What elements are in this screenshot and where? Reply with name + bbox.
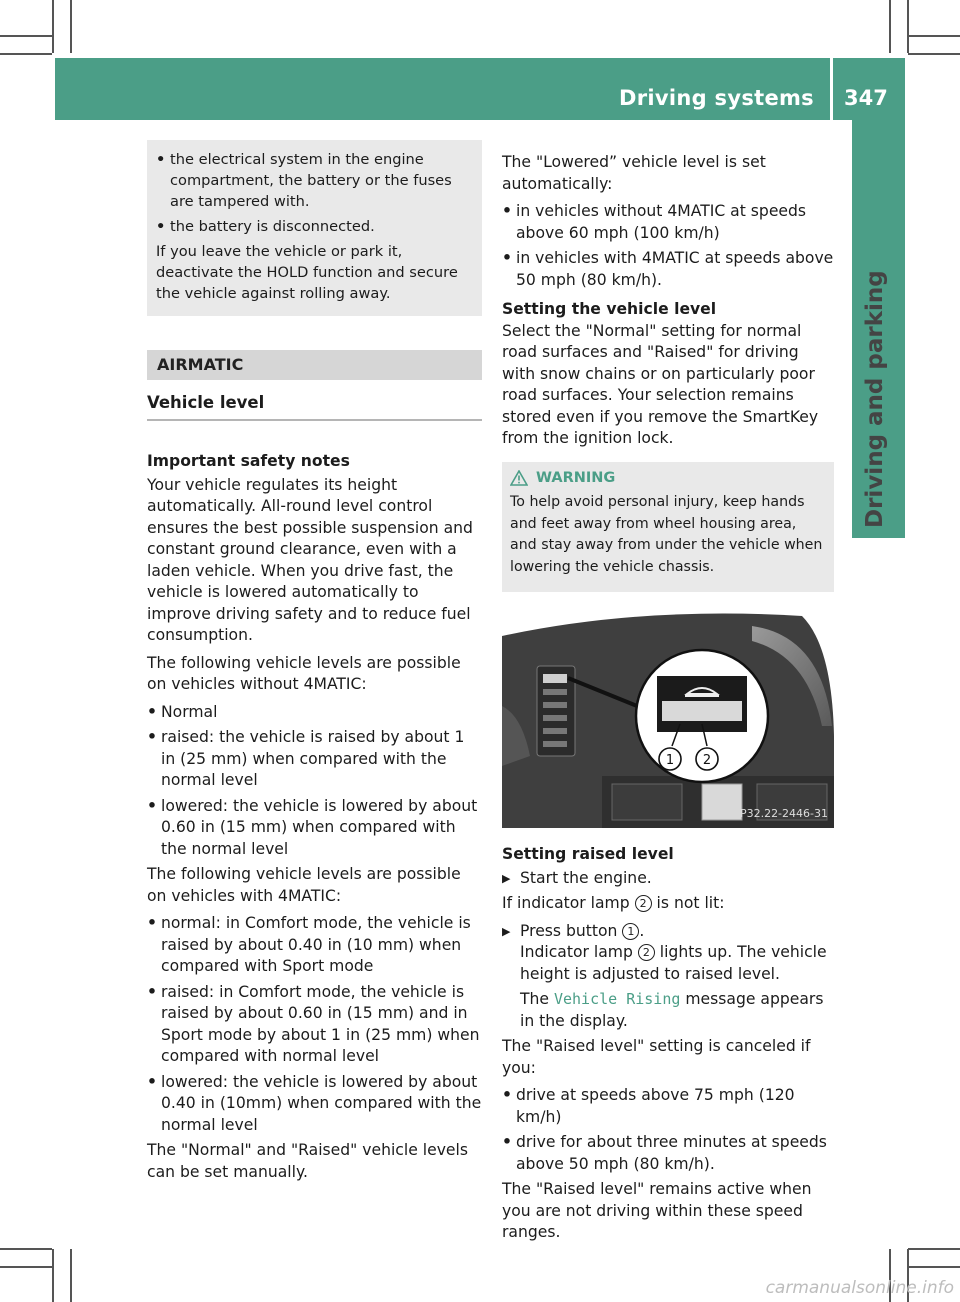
text-span: lights up. The vehicle height is adjusted to raised level. <box>520 943 827 983</box>
paragraph: The "Raised level" setting is canceled if you: <box>502 1037 811 1077</box>
hold-note-box <box>147 140 482 316</box>
note-text: If you leave the vehicle or park it, deactivate the HOLD function and secure the vehicle against rolling away. <box>156 243 458 302</box>
paragraph: The "Normal" and "Raised" vehicle levels can be set manually. <box>147 1141 468 1181</box>
crop-mark <box>52 0 54 53</box>
warning-box <box>502 462 834 593</box>
left-column <box>147 130 482 1189</box>
paragraph: The following vehicle levels are possible on vehicles with 4MATIC: <box>147 865 461 905</box>
right-column <box>502 152 834 1250</box>
dashboard-photo <box>502 606 834 828</box>
warning-label: WARNING <box>536 469 616 486</box>
crop-mark <box>0 1266 52 1268</box>
step-item <box>502 921 834 1033</box>
paragraph: The "Raised level" remains active when you are not driving within these speed ranges. <box>502 1180 812 1241</box>
page-number: 347 <box>844 86 888 110</box>
header-title: Driving systems <box>618 86 814 110</box>
callout-2-inline: 2 <box>638 944 655 961</box>
callout-2: 2 <box>702 753 712 768</box>
list-item: • in vehicles without 4MATIC at speeds above 60 mph (100 km/h) <box>502 201 834 244</box>
crop-mark <box>908 1266 960 1268</box>
list-item: • the battery is disconnected. <box>156 216 473 237</box>
list-item: • raised: the vehicle is raised by about 1 in (25 mm) when compared with the normal level <box>147 727 482 792</box>
text-span: message appears in the display. <box>520 990 824 1030</box>
callout-1-inline: 1 <box>622 923 639 940</box>
list-item: • raised: in Comfort mode, the vehicle is raised by about 0.60 in (15 mm) and in Sport mode by about 1 in (25 mm) when compared with normal level <box>147 982 482 1068</box>
crop-mark <box>889 0 891 53</box>
text-span: Press button <box>520 921 623 940</box>
warning-text: To help avoid personal injury, keep hands and feet away from wheel housing area, and stay away from under the vehicle when lowering the vehicle chassis. <box>510 494 823 575</box>
crop-mark <box>908 1248 960 1250</box>
warning-header <box>510 468 826 490</box>
crop-mark <box>908 35 960 37</box>
list-item: • Normal <box>147 702 482 724</box>
list-item: • lowered: the vehicle is lowered by about 0.60 in (15 mm) when compared with the normal level <box>147 796 482 861</box>
list-item: • lowered: the vehicle is lowered by about 0.40 in (10mm) when compared with the normal level <box>147 1072 482 1137</box>
crop-mark <box>70 1249 72 1302</box>
list-item: • drive for about three minutes at speeds above 50 mph (80 km/h). <box>502 1132 834 1175</box>
crop-mark <box>908 53 960 55</box>
paragraph: Select the "Normal" setting for normal road surfaces and "Raised" for driving with snow chains or on particularly poor road surfaces. Your selection remains stored even if you remove the SmartKey from the ignition lock. <box>502 321 819 447</box>
watermark: carmanualsonline.info <box>765 1278 954 1298</box>
display-message: Vehicle Rising <box>553 990 681 1008</box>
list-item: • drive at speeds above 75 mph (120 km/h) <box>502 1085 834 1128</box>
text-span: If indicator lamp <box>502 894 635 912</box>
paragraph <box>502 893 834 915</box>
crop-mark <box>52 1249 54 1302</box>
dashboard-illustration <box>502 606 834 828</box>
callout-2-inline: 2 <box>635 895 652 912</box>
message-line <box>520 989 834 1032</box>
paragraph: Your vehicle regulates its height automatically. All-round level control ensures the best possible suspension and constant ground clearance, even with a laden vehicle. When you drive fast, the vehicle is lowered automatically to improve driving safety and to reduce fuel consumption. <box>147 475 473 644</box>
section-title: AIRMATIC <box>147 350 482 380</box>
text-span: is not lit: <box>651 894 725 912</box>
text-span: . <box>639 921 645 940</box>
safety-heading: Important safety notes <box>147 452 350 470</box>
side-tab-label: Driving and parking <box>862 270 888 528</box>
warning-triangle-icon <box>510 470 528 486</box>
list-item: • in vehicles with 4MATIC at speeds above 50 mph (80 km/h). <box>502 248 834 291</box>
crop-mark <box>0 35 52 37</box>
paragraph: The following vehicle levels are possible on vehicles without 4MATIC: <box>147 653 461 693</box>
callout-1: 1 <box>665 753 675 768</box>
text-span: The <box>520 990 554 1008</box>
paragraph: The "Lowered” vehicle level is set automatically: <box>502 153 766 193</box>
raised-heading: Setting raised level <box>502 845 674 863</box>
crop-mark <box>0 1248 52 1250</box>
crop-mark <box>0 53 52 55</box>
setting-heading: Setting the vehicle level <box>502 300 717 318</box>
list-item: • normal: in Comfort mode, the vehicle is raised by about 0.40 in (10 mm) when compared with Sport mode <box>147 913 482 978</box>
header-separator <box>830 58 833 120</box>
crop-mark <box>70 0 72 53</box>
list-item: • the electrical system in the engine compartment, the battery or the fuses are tampered with. <box>156 149 473 212</box>
text-span: Indicator lamp <box>520 943 638 961</box>
subsection-title: Vehicle level <box>147 392 482 422</box>
photo-code: P32.22-2446-31 <box>739 806 828 820</box>
crop-mark <box>907 0 909 53</box>
step-item: ▶ Start the engine. <box>502 868 834 890</box>
